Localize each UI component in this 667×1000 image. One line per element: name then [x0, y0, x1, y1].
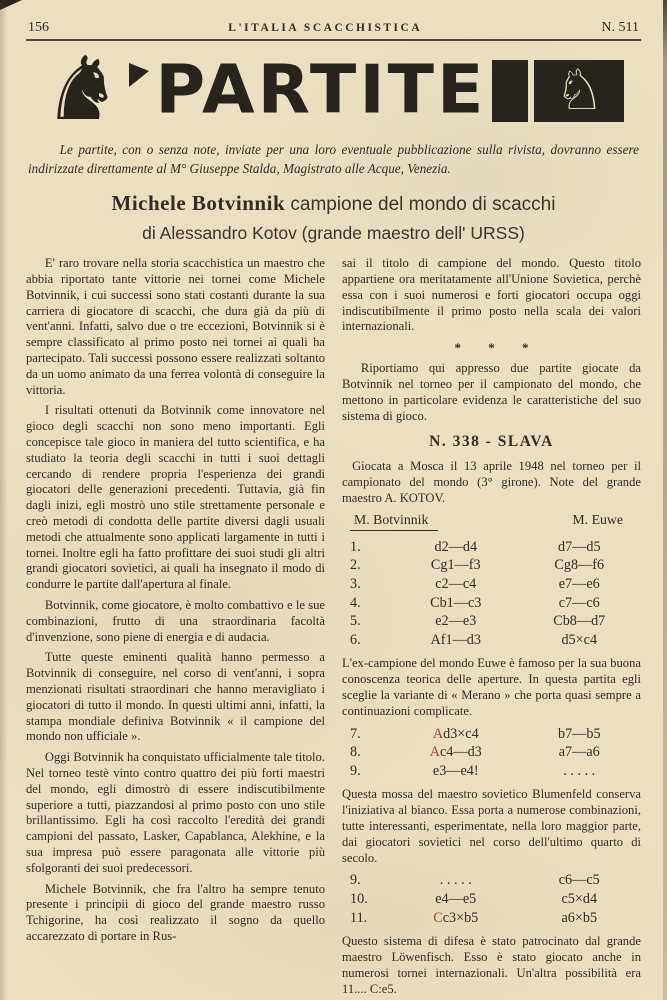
- paragraph: E' raro trovare nella storia scacchistica un maestro che abbia riportato tante vittorie nei tornei come Michele Botvinnik, i cui successi sono stati costanti durante la sua carriera di giocatore di scacchi, che dura già da più di vent'anni. Infatti, salvo due o tre eccezioni, Botvinnik si è sempre classificato al primo posto nei tornei ai quali ha partecipato. Tali successi possono essere realizzati soltanto da un uomo animato da una ferrea volontà di conseguire la vittoria.: [26, 256, 325, 397]
- game-note: Questo sistema di difesa è stato patrocinato dal grande maestro Löwenfisch. Esso è stato giocato anche in numerosi tornei internazionali. Un'altra possibilità era 11.... C:e5.: [342, 934, 641, 996]
- move-number: 10.: [350, 890, 368, 907]
- page-number: 156: [28, 20, 49, 35]
- move-row: [342, 871, 641, 890]
- move-row: [342, 538, 641, 557]
- scan-right-edge: [663, 0, 667, 1000]
- issue-number: N. 511: [601, 20, 639, 35]
- move-row: [342, 612, 641, 631]
- move-row: [342, 762, 641, 781]
- move-number: 7.: [350, 725, 361, 742]
- white-move: Cb1—c3: [430, 594, 482, 611]
- game-intro: Giocata a Mosca il 13 aprile 1948 nel torneo per il campionato del mondo (3° girone). Note del grande maestro A. KOTOV.: [342, 459, 641, 506]
- scan-left-edge: [0, 0, 7, 1000]
- paragraph-continuation: sai il titolo di campione del mondo. Questo titolo appartiene ora meritatamente all'Unione Sovietica, perchè essa con i suoi numerosi e forti giocatori occupa oggi indiscutibilmente il primo posto nella scala dei valori internazionali.: [342, 256, 641, 334]
- masthead: [26, 0, 641, 41]
- black-move: c6—c5: [558, 872, 600, 889]
- white-move: Af1—d3: [430, 631, 481, 648]
- black-move: d7—d5: [557, 538, 601, 555]
- players-row: [342, 512, 641, 531]
- move-row: [342, 725, 641, 744]
- headline-author-name: Michele Botvinnik: [111, 191, 286, 216]
- headline-byline: di Alessandro Kotov (grande maestro dell' URSS): [142, 223, 525, 244]
- white-move: Ad3×c4: [432, 725, 479, 742]
- move-row: [342, 556, 641, 575]
- article-columns: [26, 256, 641, 1000]
- paragraph: Michele Botvinnik, che fra l'altro ha sempre tenuto presente i principii di gioco del grande maestro russo Tchigorine, ha così realizzato il sogno da quello accarezzato di portare in Rus-: [26, 881, 325, 943]
- paragraph: Riportiamo qui appresso due partite giocate da Botvinnik nel torneo per il campionato del mondo, che mettono in particolare evidenza le caratteristiche del suo sistema di gioco.: [342, 361, 641, 423]
- move-number: 3.: [350, 576, 361, 593]
- paragraph: I risultati ottenuti da Botvinnik come innovatore nel gioco degli scacchi non sono meno importanti. Egli concepisce tale gioco in maniera del tutto scientifica, e ha studiato la teoria degli scacchi in tutti i suoi dettagli cercando di rendere propria l'esperienza dei grandi giocatori delle generazioni precedenti. Tuttavia, già fin dagli inizi, egli mostrò uno stile strettamente personale e creò metodi di condotta delle partite diversi dagli usuali metodi che attualmente sono applicati largamente in tutti i tornei. Inoltre egli ha fatto profittare dei suoi studi gli altri grandi giocatori sovietici, ai quali ha insegnato il modo di condurre le partite dall'apertura al finale.: [26, 403, 325, 592]
- section-title: PARTITE: [155, 51, 487, 130]
- move-row: [342, 594, 641, 613]
- white-move: d2—d4: [434, 538, 478, 555]
- white-move: e4—e5: [435, 890, 477, 907]
- move-row: [342, 743, 641, 762]
- move-row: [342, 575, 641, 594]
- move-number: 1.: [350, 538, 361, 555]
- move-number: 9.: [350, 872, 361, 889]
- white-knight-glyph: ♘: [554, 60, 605, 122]
- moves-table-2: [342, 725, 641, 781]
- moves-table-3: [342, 871, 641, 927]
- black-move: e7—e6: [558, 576, 600, 593]
- black-move: a7—a6: [558, 744, 600, 761]
- move-number: 6.: [350, 631, 361, 648]
- banner-wedge: [129, 63, 149, 87]
- move-number: 9.: [350, 762, 361, 779]
- game-title: N. 338 - SLAVA: [429, 433, 554, 451]
- headline-title-rest: campione del mondo di scacchi: [290, 194, 556, 216]
- section-separator: * * *: [454, 340, 541, 356]
- white-move: Ac4—d3: [429, 744, 482, 761]
- black-move: Cb8—d7: [553, 613, 606, 630]
- black-knight-icon: ♞: [42, 42, 122, 139]
- black-move: d5×c4: [561, 631, 598, 648]
- journal-title: L'ITALIA SCACCHISTICA: [228, 22, 423, 34]
- move-row: [342, 890, 641, 909]
- black-move: b7—b5: [557, 725, 601, 742]
- white-move: c2—c4: [435, 576, 477, 593]
- move-number: 8.: [350, 744, 361, 761]
- headline-line1: [0, 191, 667, 216]
- white-knight-icon: [534, 60, 624, 122]
- white-player-name: M. Botvinnik: [350, 512, 438, 531]
- black-move: . . . . .: [563, 762, 596, 779]
- white-move: Cg1—f3: [430, 557, 481, 574]
- black-move: a6×b5: [561, 909, 598, 926]
- black-move: c5×d4: [561, 890, 598, 907]
- article-headline: [0, 191, 667, 244]
- white-move: e3—e4!: [432, 762, 479, 779]
- move-row: [342, 909, 641, 928]
- white-move: . . . . .: [439, 872, 472, 889]
- paragraph: Tutte queste eminenti qualità hanno permesso a Botvinnik di conseguire, nel corso di vent'anni, i sopra menzionati risultati straordinari che hanno meravigliato i giocatori di tutto il mondo. In questi ultimi anni, infatti, la stampa mondiale definiva Botvinnik « il campione del mondo non ufficiale ».: [26, 650, 325, 744]
- partite-banner: [20, 42, 647, 139]
- paragraph: Botvinnik, come giocatore, è molto combattivo e le sue combinazioni, frutto di una straordinaria facoltà d'invenzione, sono piene di energia e di audacia.: [26, 598, 325, 644]
- black-block: [492, 60, 528, 122]
- move-number: 4.: [350, 594, 361, 611]
- move-number: 11.: [350, 909, 368, 926]
- game-note: Questa mossa del maestro sovietico Blumenfeld conserva l'iniziativa al bianco. Essa porta a numerose combinazioni, tutte interessanti, esperimentate, nella loro maggior parte, dai giocatori sovietici nel corso dell'ultimo quarto di secolo.: [342, 787, 641, 865]
- right-column: [342, 256, 641, 1000]
- move-number: 2.: [350, 557, 361, 574]
- submission-notice: Le partite, con o senza note, inviate per una loro eventuale pubblicazione sulla rivista, dovranno essere indirizzate direttamente al M° Giuseppe Stalda, Magistrato alle Acque, Venezia.: [28, 142, 639, 177]
- move-row: [342, 631, 641, 650]
- left-column: [26, 256, 325, 1000]
- black-player-name: M. Euwe: [572, 511, 623, 527]
- white-move: e2—e3: [435, 613, 477, 630]
- white-move: Cc3×b5: [433, 909, 479, 926]
- move-number: 5.: [350, 613, 361, 630]
- paragraph: Oggi Botvinnik ha conquistato ufficialmente tale titolo. Nel torneo testè vinto contro quattro dei più forti maestri del mondo, egli dimostrò di essere indiscutibilmente superiore a tutti, piazzandosi al primo posto con uno stile brillantissimo. Egli ha così raccolto l'eredità dei grandi campioni del passato, Lasker, Capablanca, Alekhine, e la sua impresa può essere paragonata alle vittorie più sfolgoranti dei suoi predecessori.: [26, 750, 325, 875]
- game-note: L'ex-campione del mondo Euwe è famoso per la sua buona conoscenza teorica delle aperture. In questa partita egli sceglie la variante di « Merano » che porta quasi sempre a continuazioni complicate.: [342, 656, 641, 718]
- black-move: c7—c6: [558, 594, 600, 611]
- moves-table-1: [342, 538, 641, 650]
- black-move: Cg8—f6: [554, 557, 605, 574]
